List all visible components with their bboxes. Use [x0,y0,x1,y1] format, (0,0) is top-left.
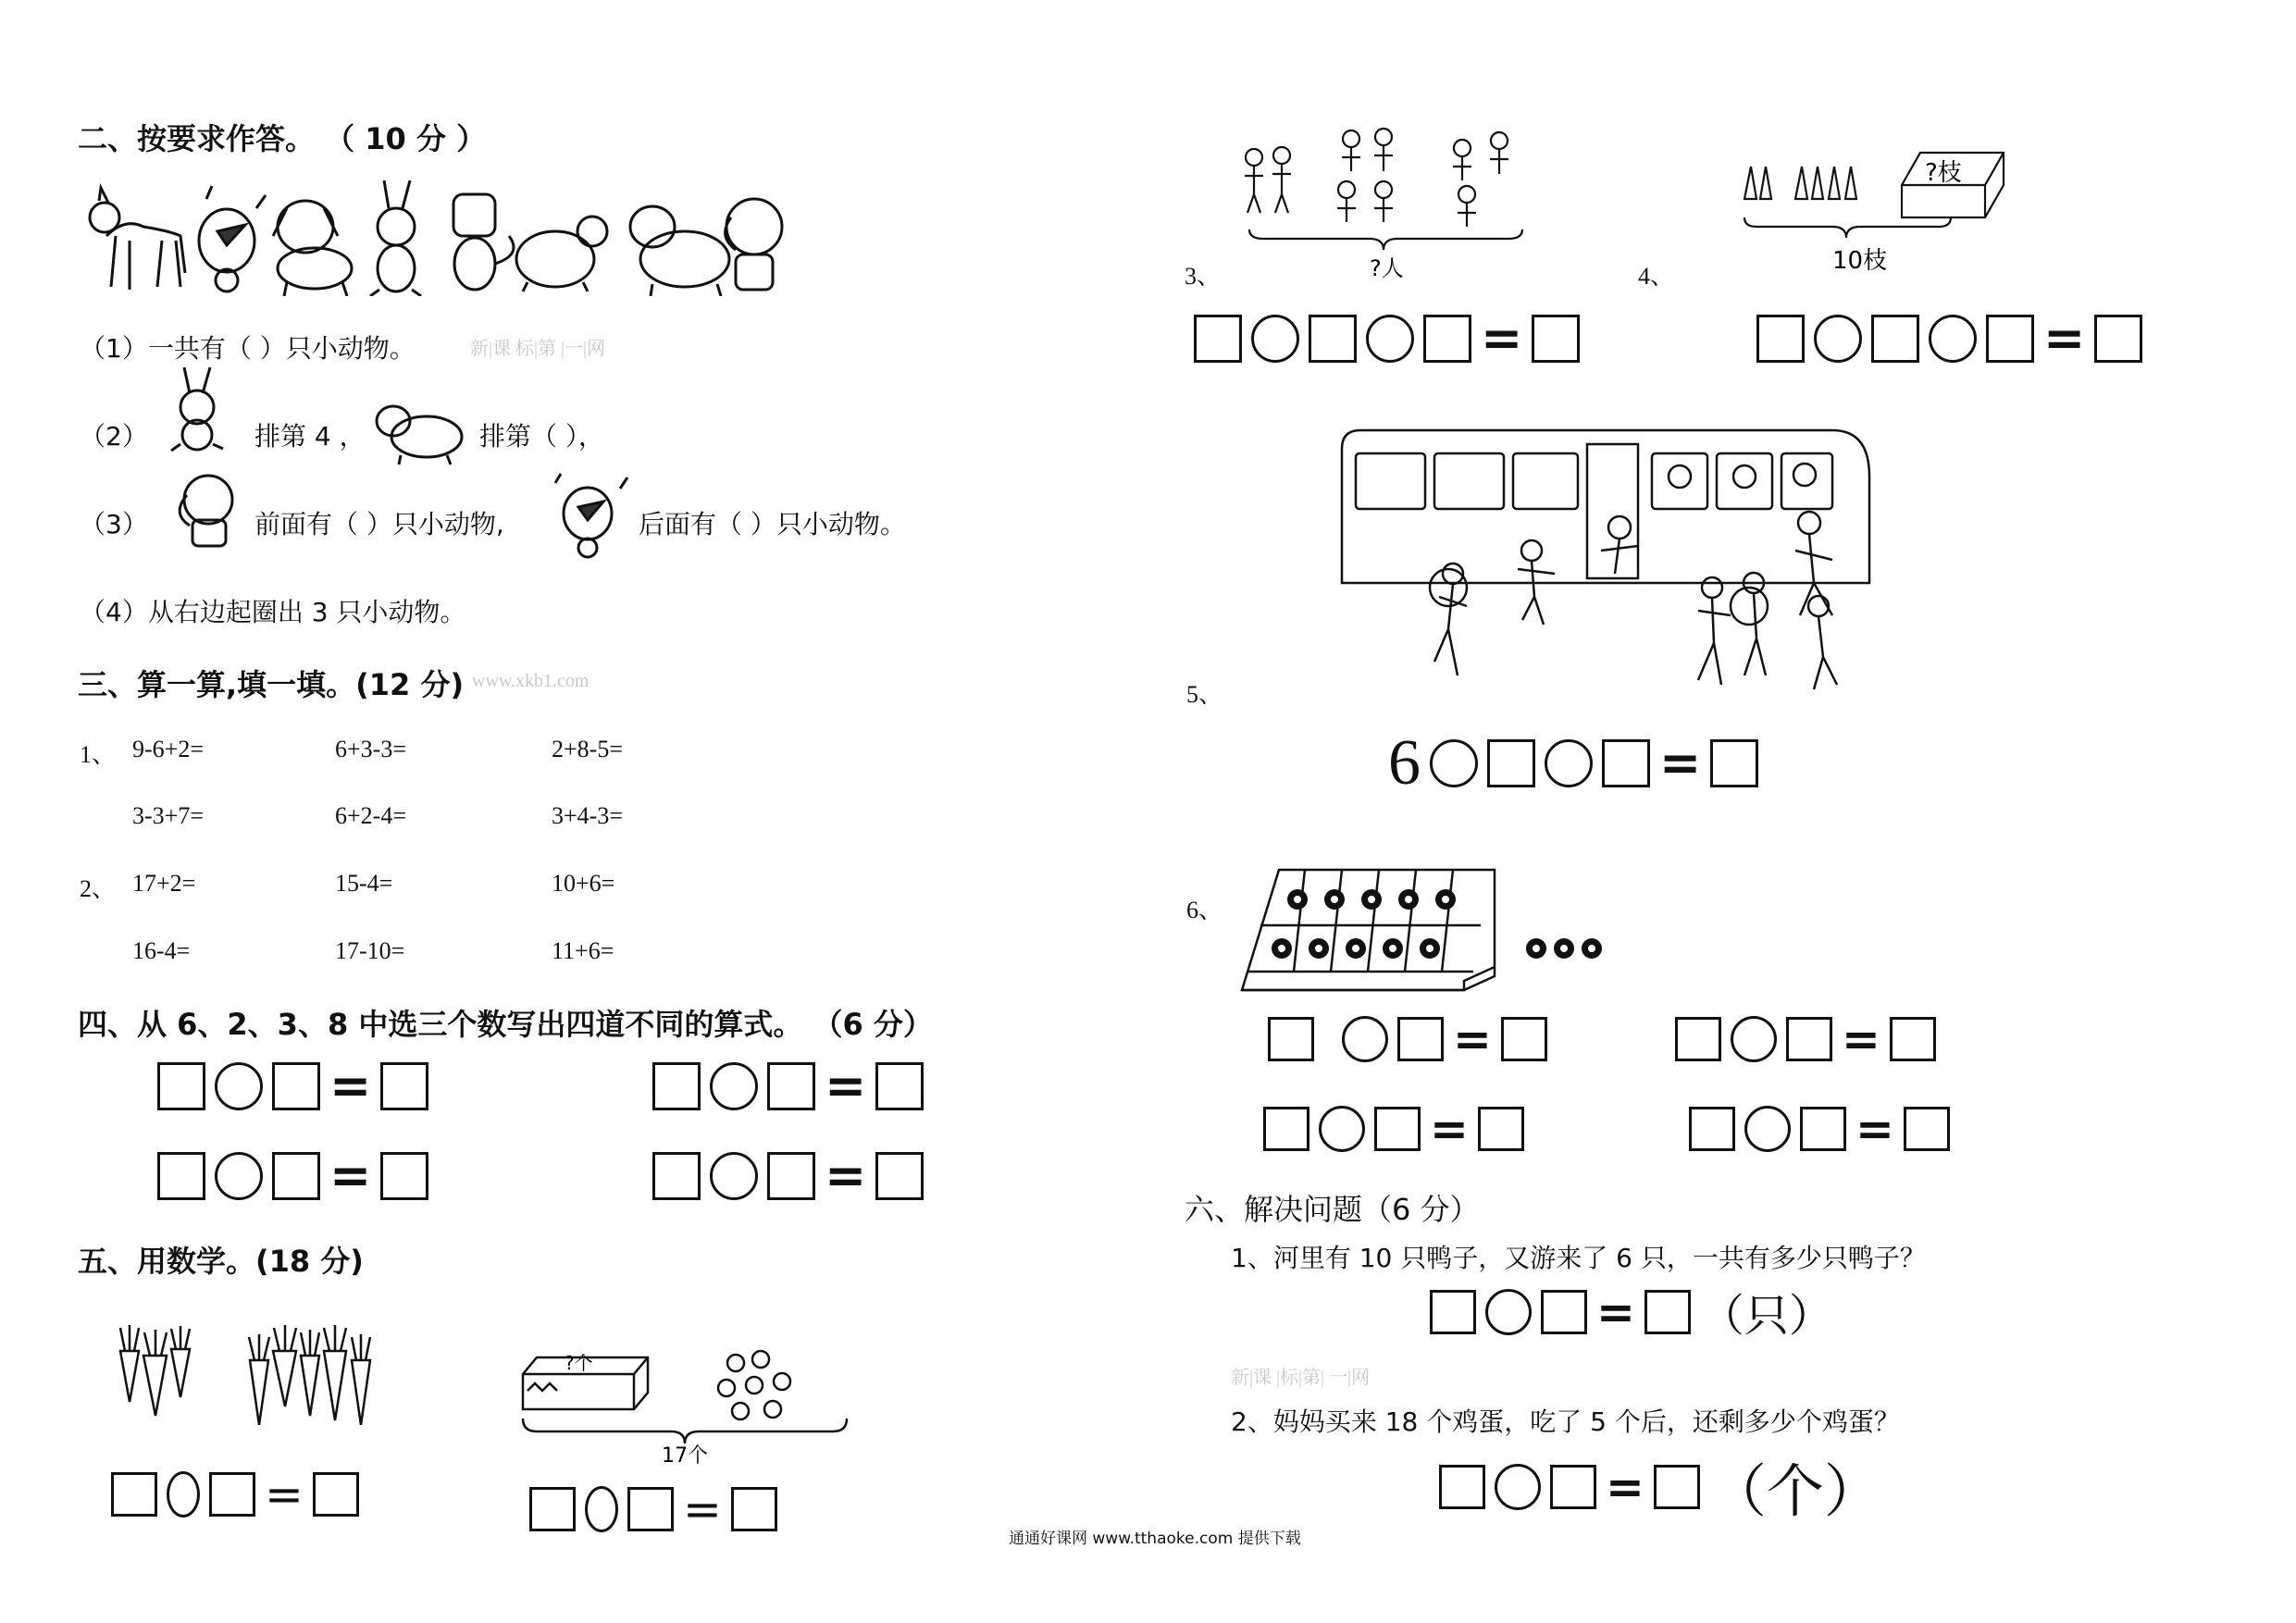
equals-sign: = [825,1057,867,1115]
equation-template [1388,727,1758,799]
equation-template [157,1146,428,1205]
calc-expr: 9-6+2= [132,736,204,762]
answer-box[interactable] [1194,315,1242,363]
operator-circle[interactable] [1545,739,1593,787]
answer-box[interactable] [1541,1290,1587,1334]
monkey-figure [453,194,514,290]
operator-circle[interactable] [1342,1016,1388,1062]
equation-template [1430,1280,1833,1344]
children-groups-illustration [1231,120,1545,282]
section-4-title: 四、从 6、2、3、8 中选三个数写出四道不同的算式。 （6 分） [78,1007,933,1042]
question-6-2: 2、妈妈买来 18 个鸡蛋，吃了 5 个后，还剩多少个鸡蛋？ [1231,1406,1900,1437]
equation-template [1263,1102,1524,1156]
total-17-label: 17个 [662,1444,708,1467]
answer-box[interactable] [767,1152,815,1200]
question-2-2-text-a: 排第 4 ， [254,421,366,452]
operator-circle[interactable] [585,1486,618,1532]
question-2-2-text-b: 排第（ ）， [479,421,604,452]
answer-box[interactable] [380,1152,428,1200]
footer-credit: 通通好课网 www.tthaoke.com 提供下载 [1009,1530,1301,1548]
answer-box[interactable] [1689,1107,1735,1151]
answer-box[interactable] [157,1152,205,1200]
answer-box[interactable] [767,1062,815,1110]
answer-box[interactable] [731,1487,777,1531]
operator-circle[interactable] [1731,1016,1777,1062]
operator-circle[interactable] [1430,739,1478,787]
equation-template [111,1468,359,1521]
answer-box[interactable] [2094,315,2142,363]
equation-template [157,1057,428,1115]
equals-sign: = [2043,309,2086,367]
bus-illustration [1333,421,1879,703]
watermark: 新|课 |标|第| 一|网 [1231,1368,1371,1388]
calc-expr: 2+8-5= [552,736,623,762]
pencil-box-label: ?枝 [1925,159,1962,187]
equals-sign: = [329,1146,372,1205]
answer-box[interactable] [157,1062,205,1110]
answer-box[interactable] [272,1062,320,1110]
equation-template [652,1146,924,1205]
section-6-title: 六、解决问题（6 分） [1185,1192,1480,1227]
equals-sign: = [825,1146,867,1205]
answer-box[interactable] [875,1152,924,1200]
watermark: 新|课 标|第 |一|网 [470,339,606,359]
answer-box[interactable] [652,1152,701,1200]
answer-box[interactable] [1602,739,1650,787]
operator-circle[interactable] [167,1471,200,1518]
total-10-label: 10枝 [1832,247,1888,275]
calc-expr: 6+3-3= [335,736,406,762]
answer-box[interactable] [1675,1017,1721,1061]
equation-template [1439,1445,1881,1528]
equals-sign: = [1453,1012,1492,1066]
calc-expr: 15-4= [335,870,393,897]
answer-box[interactable] [1397,1017,1444,1061]
answer-box[interactable] [209,1472,255,1517]
section-3-title: 三、算一算,填一填。(12 分) [78,667,465,702]
equals-sign: = [1606,1459,1644,1514]
operator-circle[interactable] [1814,315,1862,363]
question-2-3-text-b: 后面有（ ）只小动物。 [639,509,906,539]
answer-box[interactable] [1309,315,1357,363]
carrots-illustration [102,1314,398,1439]
answer-box[interactable] [1800,1107,1846,1151]
operator-circle[interactable] [1319,1106,1365,1152]
item-number-5: 5、 [1186,681,1223,708]
operator-circle[interactable] [215,1152,263,1200]
watermark: www.xkb1.com [472,671,590,691]
equals-sign: = [683,1482,722,1536]
start-number: 6 [1388,727,1421,799]
answer-box[interactable] [1268,1017,1314,1061]
operator-circle[interactable] [1366,315,1414,363]
equals-sign: = [1596,1284,1635,1339]
pencils-illustration [1740,148,2008,278]
item-number-1: 1、 [80,741,117,768]
animals-row-illustration [88,180,791,296]
question-2-2-label: （2） [80,421,148,452]
sheep-figure [630,206,729,296]
rabbit-icon [162,365,236,453]
answer-box[interactable] [1890,1017,1936,1061]
calc-expr: 10+6= [552,870,615,897]
question-2-3-label: （3） [80,509,148,539]
answer-box[interactable] [1532,315,1580,363]
item-number-3: 3、 [1185,263,1222,290]
equals-sign: = [1659,734,1702,792]
operator-circle[interactable] [1929,315,1977,363]
calc-expr: 3+4-3= [552,802,623,829]
bird-figure [199,186,266,291]
answer-box[interactable] [1786,1017,1832,1061]
dog-figure [273,201,352,296]
answer-box[interactable] [1478,1107,1524,1151]
item-number-6: 6、 [1186,897,1223,923]
answer-box[interactable] [1487,739,1535,787]
item-number-4: 4、 [1638,263,1675,290]
answer-box[interactable] [627,1487,674,1531]
equation-template [1756,309,2142,367]
operator-circle[interactable] [1485,1289,1532,1335]
answer-box[interactable] [1550,1465,1596,1509]
sheep-icon [373,398,465,467]
item-number-2: 2、 [80,875,117,902]
operator-circle[interactable] [1251,315,1299,363]
section-2-title: 二、按要求作答。 （ 10 分 ） [78,121,487,156]
answer-box[interactable] [1423,315,1471,363]
horse-figure [90,188,185,290]
operator-circle[interactable] [710,1152,758,1200]
answer-box[interactable] [313,1472,359,1517]
answer-box[interactable] [1430,1290,1476,1334]
operator-circle[interactable] [710,1062,758,1110]
equals-sign: = [1430,1102,1469,1156]
rabbit-figure [370,180,421,296]
operator-circle[interactable] [1744,1106,1791,1152]
answer-box[interactable] [1756,315,1805,363]
equals-sign: = [1855,1102,1894,1156]
question-2-3-text-a: 前面有（ ）只小动物, [254,509,504,539]
equation-template [1268,1012,1547,1066]
answer-box[interactable] [111,1472,157,1517]
answer-box[interactable] [1654,1465,1700,1509]
equals-sign: = [329,1057,372,1115]
equation-template [652,1057,924,1115]
equation-template [529,1482,777,1536]
calc-expr: 17-10= [335,937,405,964]
answer-box[interactable] [1710,739,1758,787]
answer-box[interactable] [875,1062,924,1110]
equation-template [1194,309,1580,367]
elephant-figure [726,199,782,290]
answer-box[interactable] [1904,1107,1950,1151]
ball-tray-illustration [1240,861,1629,999]
section-5-title: 五、用数学。(18 分) [78,1244,364,1279]
answer-box[interactable] [1986,315,2034,363]
elephant-icon [167,472,254,551]
answer-box[interactable] [1374,1107,1421,1151]
calc-expr: 11+6= [552,937,614,964]
operator-circle[interactable] [1495,1464,1541,1510]
answer-box[interactable] [529,1487,576,1531]
answer-box[interactable] [380,1062,428,1110]
answer-box[interactable] [1871,315,1919,363]
equation-template [1675,1012,1936,1066]
box-and-balls-illustration [518,1346,851,1467]
calc-expr: 16-4= [132,937,191,964]
equals-sign: = [1481,309,1523,367]
answer-box[interactable] [1439,1465,1485,1509]
answer-box[interactable] [1644,1290,1691,1334]
box-unknown-label: ?个 [565,1352,593,1374]
equals-sign: = [265,1468,304,1521]
equation-template [1689,1102,1950,1156]
turtle-figure [516,217,607,291]
calc-expr: 17+2= [132,870,196,897]
question-2-1: （1）一共有（ ）只小动物。 [80,333,416,364]
calc-expr: 6+2-4= [335,802,406,829]
operator-circle[interactable] [215,1062,263,1110]
bird-icon [546,472,639,560]
calc-expr: 3-3+7= [132,802,204,829]
equals-sign: = [1842,1012,1880,1066]
people-unknown-label: ?人 [1370,255,1404,281]
question-6-1: 1、河里有 10 只鸭子，又游来了 6 只，一共有多少只鸭子？ [1231,1243,1926,1273]
answer-box[interactable] [652,1062,701,1110]
unit-label: （只） [1699,1290,1833,1342]
answer-box[interactable] [1263,1107,1309,1151]
answer-box[interactable] [1501,1017,1547,1061]
answer-box[interactable] [272,1152,320,1200]
unit-label: （个） [1708,1457,1881,1525]
question-2-4: （4）从右边起圈出 3 只小动物。 [80,597,466,627]
